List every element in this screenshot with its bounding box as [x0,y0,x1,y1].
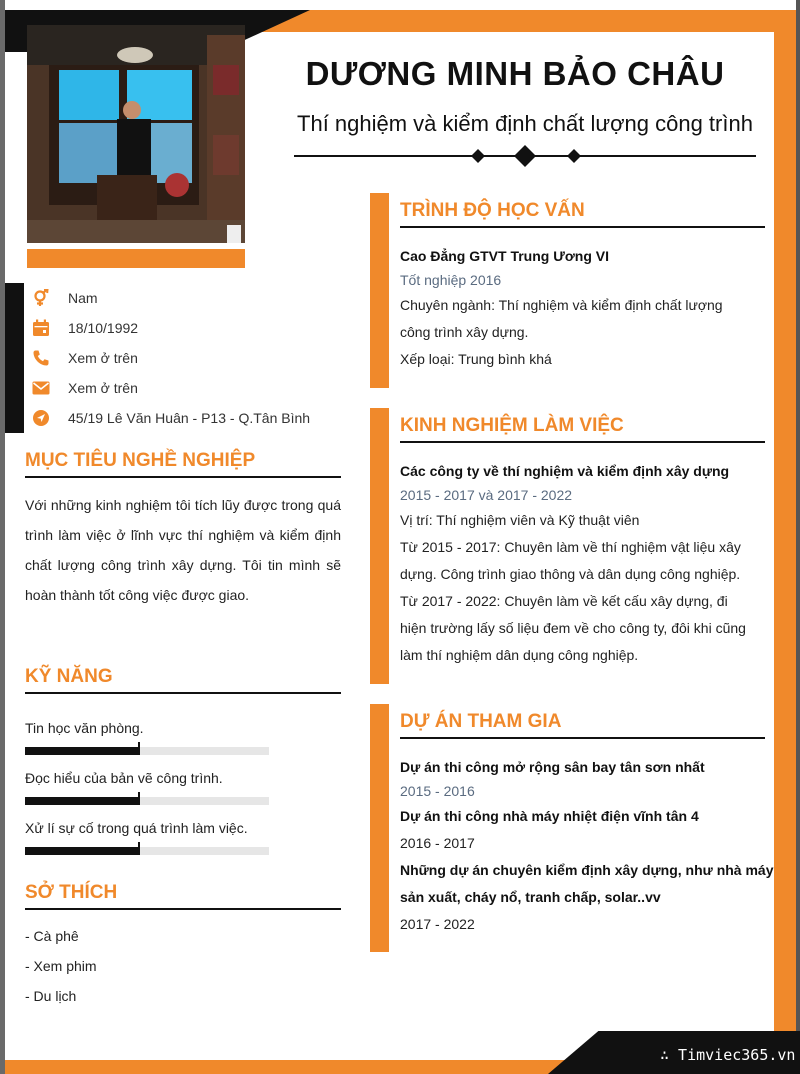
gender-text: Nam [68,290,98,306]
skill-label: Xử lí sự cố trong quá trình làm việc. [25,820,248,836]
skill-level-bar [25,747,269,755]
email-icon [32,379,50,397]
experience-line: Từ 2017 - 2022: Chuyên làm về kết cấu xây dựng, đi [400,593,728,609]
education-rank: Xếp loại: Trung bình khá [400,351,552,367]
candidate-name: DƯƠNG MINH BẢO CHÂU [305,55,725,92]
project-3-period: 2017 - 2022 [400,916,475,932]
education-heading: TRÌNH ĐỘ HỌC VẤN [400,200,765,228]
right-orange-strip [774,10,796,1032]
contact-side-bar [5,283,24,433]
bottom-orange-band [5,1060,605,1074]
skill-level-fill [25,747,140,755]
page-right-edge [796,0,800,1074]
hobby-item: - Xem phim [25,958,97,974]
calendar-icon [32,319,50,337]
phone-icon [32,349,50,367]
hobbies-heading: SỞ THÍCH [25,882,341,910]
gender-icon [32,289,50,307]
page-left-edge [0,0,5,1074]
projects-accent-bar [370,704,389,952]
contact-address-row [32,406,310,430]
skill-level-marker [138,792,140,805]
education-graduated: Tốt nghiệp 2016 [400,272,502,288]
photo-accent-bar [27,249,245,268]
email-text: Xem ở trên [68,380,138,396]
education-major-line1: Chuyên ngành: Thí nghiệm và kiểm định chất lượng [400,297,723,313]
project-1-title: Dự án thi công mở rộng sân bay tân sơn nhất [400,759,705,775]
skill-level-bar [25,797,269,805]
project-2-title: Dự án thi công nhà máy nhiệt điện vĩnh tân 4 [400,808,699,824]
hobby-item: - Cà phê [25,928,79,944]
contact-birthday-row [32,316,138,340]
experience-line: hiện trường lấy số liệu đem về cho công ty, đôi khi cũng [400,620,746,636]
experience-company: Các công ty về thí nghiệm và kiểm định xây dựng [400,463,730,479]
project-1-period: 2015 - 2016 [400,783,475,799]
skill-level-fill [25,797,140,805]
contact-phone-row [32,346,138,370]
education-major-line2: công trình xây dựng. [400,324,529,340]
experience-period: 2015 - 2017 và 2017 - 2022 [400,487,573,503]
site-watermark: ∴ Timviec365.vn [660,1046,796,1064]
projects-heading: DỰ ÁN THAM GIA [400,711,765,739]
hobby-item: - Du lịch [25,988,77,1004]
skill-label: Tin học văn phòng. [25,720,144,736]
profile-photo [27,25,245,243]
project-3-title-line2: sản xuất, cháy nổ, tranh chấp, solar..vv [400,889,661,905]
contact-email-row [32,376,138,400]
birthday-text: 18/10/1992 [68,320,139,336]
education-accent-bar [370,193,389,388]
top-orange-band [240,10,796,32]
skills-heading: KỸ NĂNG [25,666,341,694]
skill-label: Đọc hiểu của bản vẽ công trình. [25,770,223,786]
skill-level-bar [25,847,269,855]
experience-accent-bar [370,408,389,684]
skill-level-fill [25,847,140,855]
experience-line: làm thí nghiệm dân dụng công nghiệp. [400,647,639,663]
job-title: Thí nghiệm và kiểm định chất lượng công trình [297,111,753,136]
objective-text: Với những kinh nghiệm tôi tích lũy được trong quá trình làm việc ở lĩnh vực thí nghiệm và kiểm định chất lượng công trình xây dựng. Tôi tin mình sẽ hoàn thành tốt công việc được giao. [25,497,341,603]
experience-line: Từ 2015 - 2017: Chuyên làm về thí nghiệm vật liệu xây [400,539,741,555]
header-divider [294,145,756,167]
education-school: Cao Đẳng GTVT Trung Ương VI [400,248,610,264]
phone-text: Xem ở trên [68,350,138,366]
address-text: 45/19 Lê Văn Huân - P13 - Q.Tân Bình [68,410,311,426]
experience-line: Vị trí: Thí nghiệm viên và Kỹ thuật viên [400,512,640,528]
location-icon [32,409,50,427]
experience-heading: KINH NGHIỆM LÀM VIỆC [400,415,765,443]
experience-line: dựng. Công trình giao thông và dân dụng công nghiệp. [400,566,741,582]
project-2-period: 2016 - 2017 [400,835,475,851]
skill-level-marker [138,742,140,755]
project-3-title-line1: Những dự án chuyên kiểm định xây dựng, như nhà máy [400,862,774,878]
skill-level-marker [138,842,140,855]
objective-heading: MỤC TIÊU NGHỀ NGHIỆP [25,450,341,478]
contact-gender-row [32,286,98,310]
